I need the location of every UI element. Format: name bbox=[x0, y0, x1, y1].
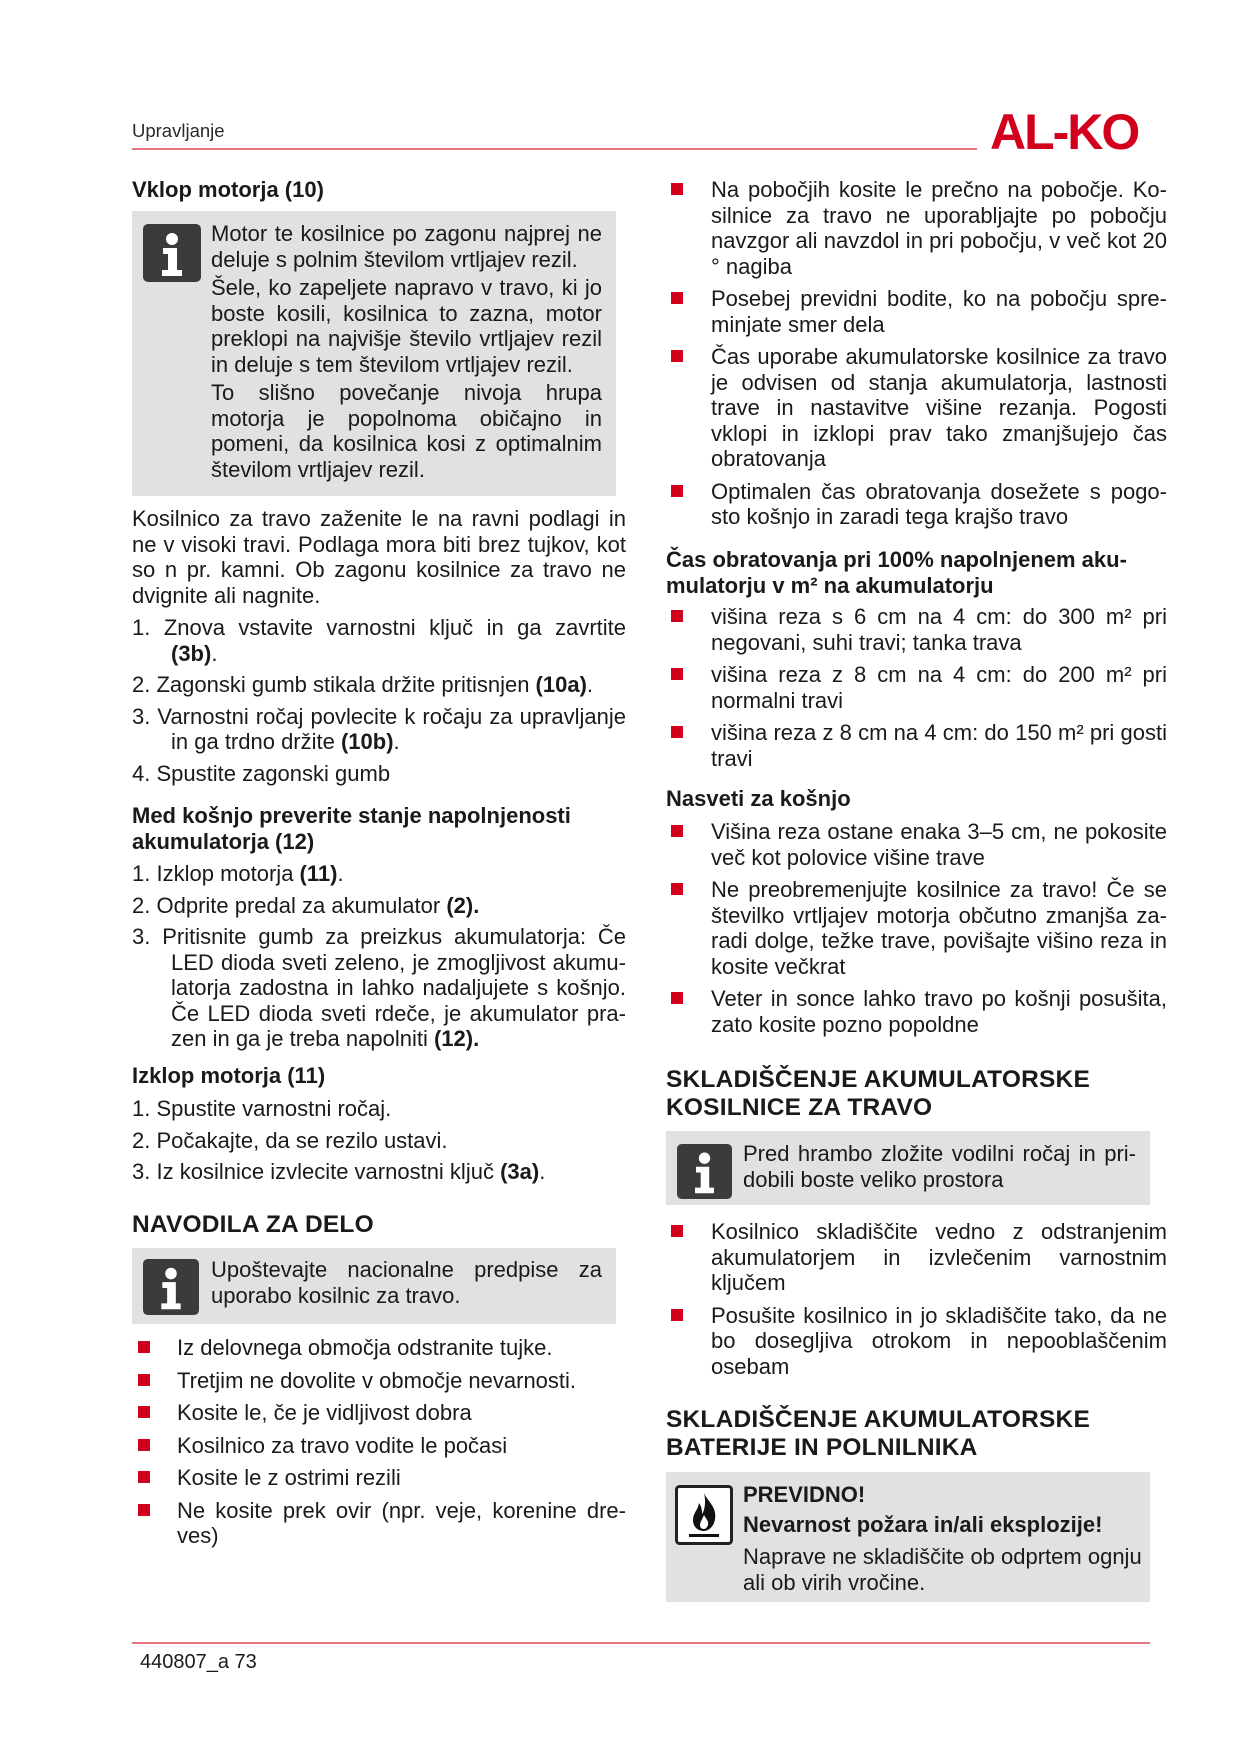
red-square-bullet-icon bbox=[671, 292, 683, 304]
step-text: Znova vstavite varnostni ključ in ga zavrtite bbox=[163, 615, 626, 640]
bullet-item bbox=[132, 1433, 626, 1459]
step-reference: (2). bbox=[446, 892, 480, 918]
work-bullets-list bbox=[132, 1335, 626, 1556]
bullet-text: višina reza z 8 cm na 4 cm: do 200 m² pri normalni travi bbox=[711, 662, 1167, 713]
info-icon bbox=[143, 224, 201, 288]
red-square-bullet-icon bbox=[671, 183, 683, 195]
heading-battery-check: Med košnjo preverite stanje napolnjenosti akumulatorja (12) bbox=[132, 803, 571, 854]
red-square-bullet-icon bbox=[671, 1225, 683, 1237]
red-square-bullet-icon bbox=[671, 726, 683, 738]
bullet-text: Ne kosite prek ovir (npr. veje, korenine dreves) bbox=[177, 1497, 626, 1548]
step-end: . bbox=[539, 1159, 546, 1184]
red-square-bullet-icon bbox=[671, 350, 683, 362]
step-reference: (10b) bbox=[340, 729, 394, 754]
warning-box-fire bbox=[666, 1472, 1150, 1602]
step-item bbox=[132, 893, 626, 919]
heading-vklop-motorja: Vklop motorja (10) bbox=[132, 177, 324, 202]
bullet-item bbox=[666, 662, 1167, 713]
page-number: 440807_a 73 bbox=[140, 1651, 257, 1673]
bullet-item bbox=[666, 604, 1167, 655]
stop-steps-list bbox=[132, 1096, 626, 1191]
bullet-item bbox=[666, 344, 1167, 472]
bullet-item bbox=[666, 877, 1167, 979]
bullet-item bbox=[132, 1400, 626, 1426]
bullet-item bbox=[666, 720, 1167, 771]
red-square-bullet-icon bbox=[138, 1374, 150, 1386]
info-paragraph: Motor te kosilnice po zagonu najprej ne deluje s polnim številom vrtljajev rezil. bbox=[211, 221, 602, 272]
step-number: 1. bbox=[132, 1096, 151, 1121]
info-box-text bbox=[211, 221, 602, 485]
step-end: . bbox=[337, 861, 344, 886]
start-steps-list bbox=[132, 615, 626, 792]
step-number: 1. bbox=[132, 615, 151, 640]
footer-divider bbox=[132, 1642, 1150, 1644]
heading-runtime: Čas obratovanja pri 100% napolnjenem akumulatorju v m² na akumulatorju bbox=[666, 547, 1127, 598]
step-text: Varnostni ročaj povlecite k ročaju za upravljanje in ga trdno držite bbox=[157, 703, 626, 754]
runtime-bullets-list bbox=[666, 604, 1167, 778]
bullet-text: Ne preobremenjujte kosilnice za travo! Če se številko vrtljajev motorja občutno zmanjša zaradi dolge, težke trave, povišajte višino reza in kosite večkrat bbox=[711, 877, 1167, 979]
bullet-text: Višina reza ostane enaka 3–5 cm, ne pokosite več kot polovice višine trave bbox=[711, 819, 1167, 870]
step-text: Spustite varnostni ročaj. bbox=[156, 1096, 392, 1121]
step-text: Spustite zagonski gumb bbox=[156, 760, 391, 786]
step-item bbox=[132, 861, 626, 887]
section-title-navodila: NAVODILA ZA DELO bbox=[132, 1211, 374, 1238]
bullet-text: Na pobočjih kosite le prečno na pobočje. Kosilnice za travo ne uporabljajte po pobočju navzgor ali navzdol in pri pobočju, v več kot 20 ° nagiba bbox=[711, 177, 1167, 279]
warning-text-block bbox=[743, 1482, 1150, 1595]
tips-bullets-list bbox=[666, 819, 1167, 1044]
section-title-storage-battery: SKLADIŠČENJE AKUMULATORSKE BATERIJE IN POLNILNIKA bbox=[666, 1406, 1090, 1461]
step-reference: (3a) bbox=[500, 1159, 540, 1184]
header-divider bbox=[132, 148, 977, 150]
step-text: Počakajte, da se rezilo ustavi. bbox=[156, 1127, 448, 1153]
start-instructions-paragraph: Kosilnico za travo zaženite le na ravni podlagi in ne v visoki travi. Podlaga mora biti brez tujkov, kot so n pr. kamni. Ob zagonu kosilnice za travo ne dvignite ali nagnite. bbox=[132, 506, 626, 608]
red-square-bullet-icon bbox=[671, 825, 683, 837]
heading-izklop-motorja: Izklop motorja (11) bbox=[132, 1063, 326, 1088]
brand-logo: AL-KO bbox=[990, 104, 1139, 160]
warning-label: PREVIDNO! bbox=[743, 1482, 866, 1507]
red-square-bullet-icon bbox=[671, 668, 683, 680]
bullet-item bbox=[666, 986, 1167, 1037]
step-number: 3. bbox=[132, 703, 151, 729]
section-header-title: Upravljanje bbox=[132, 120, 225, 141]
bullet-text: Posebej previdni bodite, ko na pobočju spreminjate smer dela bbox=[711, 286, 1167, 337]
red-square-bullet-icon bbox=[138, 1406, 150, 1418]
red-square-bullet-icon bbox=[138, 1471, 150, 1483]
step-text: Odprite predal za akumulator bbox=[156, 892, 447, 918]
slope-bullets-list bbox=[666, 177, 1167, 537]
bullet-text: Optimalen čas obratovanja dosežete s pogosto košnjo in zaradi tega krajšo travo bbox=[711, 478, 1167, 529]
info-icon bbox=[677, 1144, 732, 1205]
step-item bbox=[132, 924, 626, 1052]
red-square-bullet-icon bbox=[671, 883, 683, 895]
info-paragraph: To slišno povečanje nivoja hrupa motorja je popolnoma običajno in pomeni, da kosilnica kosi z optimalnim številom vrtljajev rezil. bbox=[211, 380, 602, 482]
bullet-item bbox=[666, 286, 1167, 337]
step-item bbox=[132, 1159, 626, 1185]
warning-text: Naprave ne skladiščite ob odprtem ognju ali ob virih vročine. bbox=[743, 1544, 1142, 1595]
step-item bbox=[132, 1128, 626, 1154]
red-square-bullet-icon bbox=[671, 485, 683, 497]
step-text: Pritisnite gumb za preizkus akumulatorja: Če LED dioda sveti zeleno, je zmogljivost akumulatorja zadostna in lahko nadaljujete s košnjo. Če LED dioda sveti rdeče, je akumulator prazen in ga je treba napolniti bbox=[162, 924, 626, 1051]
step-number: 3. bbox=[132, 1159, 151, 1184]
step-number: 3. bbox=[132, 924, 151, 949]
step-number: 4. bbox=[132, 760, 151, 786]
step-text: Iz kosilnice izvlecite varnostni ključ bbox=[156, 1159, 501, 1184]
step-item bbox=[132, 615, 626, 666]
section-title-storage-mower: SKLADIŠČENJE AKUMULATORSKE KOSILNICE ZA TRAVO bbox=[666, 1066, 1090, 1121]
bullet-item bbox=[666, 479, 1167, 530]
step-item bbox=[132, 672, 626, 698]
bullet-item bbox=[666, 1303, 1167, 1380]
red-square-bullet-icon bbox=[671, 992, 683, 1004]
bullet-text: Veter in sonce lahko travo po košnji posušita, zato kosite pozno popoldne bbox=[711, 986, 1167, 1037]
bullet-text: Kosilnico skladiščite vedno z odstranjenim akumulatorjem in izvlečenim varnostnim ključem bbox=[711, 1219, 1167, 1295]
step-number: 2. bbox=[132, 1127, 151, 1153]
info-paragraph: Pred hrambo zložite vodilni ročaj in pridobili boste veliko prostora bbox=[743, 1141, 1136, 1192]
bullet-item bbox=[132, 1498, 626, 1549]
info-icon bbox=[143, 1259, 199, 1321]
bullet-item bbox=[132, 1368, 626, 1394]
info-box-regulations bbox=[132, 1248, 616, 1324]
step-reference: (12). bbox=[433, 1026, 480, 1051]
step-end: . bbox=[393, 729, 400, 754]
step-text: Zagonski gumb stikala držite pritisnjen bbox=[156, 672, 536, 697]
step-number: 1. bbox=[132, 861, 151, 886]
info-paragraph: Šele, ko zapeljete napravo v travo, ki jo boste kosili, kosilnica to zazna, motor preklopi na najvišje število vrtljajev rezil in deluje s tem številom vrtljajev rezil. bbox=[211, 275, 602, 377]
step-reference: (10a) bbox=[535, 672, 587, 697]
bullet-text: Posušite kosilnico in jo skladiščite tako, da ne bo dosegljiva otrokom in nepooblaščenim osebam bbox=[711, 1302, 1167, 1379]
heading-mowing-tips: Nasveti za košnjo bbox=[666, 786, 851, 811]
info-paragraph: Upoštevajte nacionalne predpise za uporabo kosilnic za travo. bbox=[211, 1257, 602, 1308]
bullet-text: Kosite le z ostrimi rezili bbox=[177, 1465, 401, 1490]
bullet-text: višina reza s 6 cm na 4 cm: do 300 m² pri negovani, suhi travi; tanka trava bbox=[711, 604, 1167, 655]
info-box-motor bbox=[132, 211, 616, 496]
red-square-bullet-icon bbox=[671, 1309, 683, 1321]
bullet-text: Tretjim ne dovolite v območje nevarnosti. bbox=[177, 1367, 577, 1393]
step-end: . bbox=[211, 640, 218, 666]
battery-check-steps-list bbox=[132, 861, 626, 1058]
step-item bbox=[132, 1096, 626, 1122]
bullet-item bbox=[132, 1335, 626, 1361]
step-number: 2. bbox=[132, 672, 151, 697]
bullet-text: Čas uporabe akumulatorske kosilnice za travo je odvisen od stanja akumulatorja, lastnosti trave in nastavitve višine rezanja. Pogosti vklopi in izklopi prav tako zmanjšujejo čas obratovanja bbox=[711, 344, 1167, 471]
fire-hazard-icon bbox=[675, 1485, 733, 1551]
step-reference: (11) bbox=[299, 861, 338, 886]
bullet-text: Kosilnico za travo vodite le počasi bbox=[177, 1432, 508, 1458]
bullet-text: Kosite le, če je vidljivost dobra bbox=[177, 1400, 472, 1425]
bullet-item bbox=[132, 1465, 626, 1491]
bullet-text: Iz delovnega območja odstranite tujke. bbox=[177, 1335, 553, 1360]
bullet-text: višina reza z 8 cm na 4 cm: do 150 m² pri gosti travi bbox=[711, 720, 1167, 771]
storage-bullets-list bbox=[666, 1219, 1167, 1386]
step-number: 2. bbox=[132, 892, 151, 918]
info-box-text bbox=[743, 1141, 1136, 1195]
red-square-bullet-icon bbox=[138, 1439, 150, 1451]
step-item bbox=[132, 704, 626, 755]
bullet-item bbox=[666, 819, 1167, 870]
warning-headline: Nevarnost požara in/ali eksplozije! bbox=[743, 1511, 1103, 1537]
step-reference: (3b) bbox=[171, 640, 212, 666]
info-box-storage bbox=[666, 1131, 1150, 1205]
step-text: Izklop motorja bbox=[156, 861, 300, 886]
red-square-bullet-icon bbox=[671, 610, 683, 622]
red-square-bullet-icon bbox=[138, 1504, 150, 1516]
info-box-text bbox=[211, 1257, 602, 1311]
red-square-bullet-icon bbox=[138, 1341, 150, 1353]
bullet-item bbox=[666, 177, 1167, 279]
step-end: . bbox=[586, 672, 594, 697]
bullet-item bbox=[666, 1219, 1167, 1296]
step-item bbox=[132, 761, 626, 787]
